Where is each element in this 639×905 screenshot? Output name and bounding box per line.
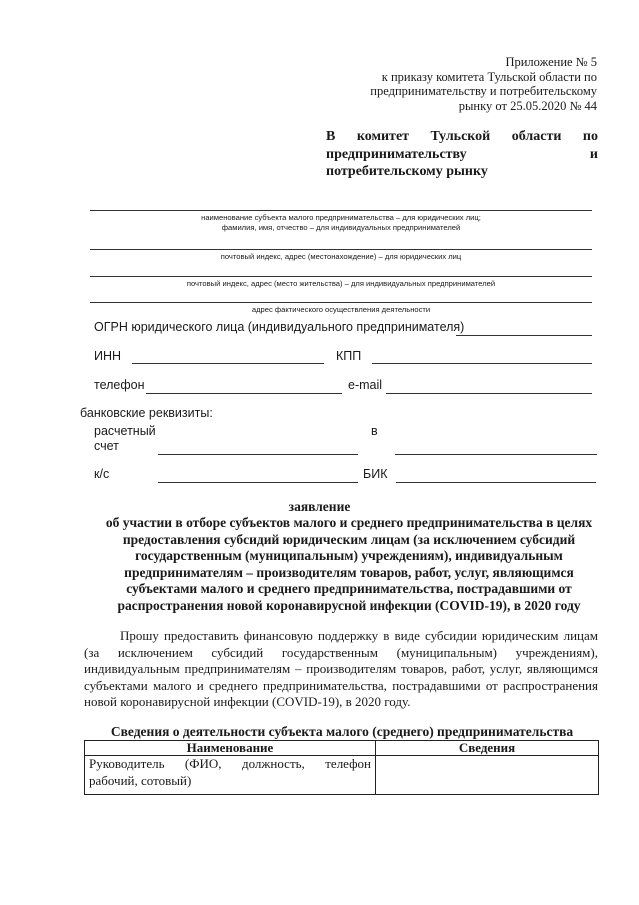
appendix-header [370, 55, 597, 113]
table-header-value: Сведения [376, 741, 599, 756]
actual-address-caption: адрес фактического осуществления деятельности [251, 305, 431, 314]
table-cell-name: Руководитель (ФИО, должность, телефон рабочий, сотовый) [85, 756, 376, 795]
addressee-line [326, 128, 598, 146]
bik-label: БИК [363, 467, 388, 481]
addressee-word: и [589, 146, 598, 162]
statement-body [84, 628, 598, 711]
caption-line: фамилия, имя, отчество – для индивидуальных предпринимателей [221, 223, 461, 232]
ogrn-label: ОГРН юридического лица (индивидуального предпринимателя) [94, 320, 465, 334]
table-row [85, 756, 599, 795]
postal-address-legal-field[interactable] [90, 249, 592, 250]
activity-info-table [84, 740, 599, 795]
statement-line: распространения новой коронавирусной инфекции (COVID-19), в 2020 году [117, 597, 581, 613]
addressee-word: В [326, 129, 336, 144]
statement-line: государственным (муниципальным) учреждениям), индивидуальным [135, 548, 563, 563]
account-label-2: счет [94, 439, 119, 453]
addressee-word: комитет [356, 129, 410, 144]
addressee-line: потребительскому рынку [326, 164, 488, 179]
addressee-word: по [582, 129, 598, 144]
postal-address-legal-caption: почтовый индекс, адрес (местонахождение) – для юридических лиц [220, 252, 462, 261]
bank-name-input[interactable] [395, 454, 597, 455]
statement-title: заявление [288, 499, 351, 514]
addressee-line [326, 146, 598, 164]
bik-input[interactable] [396, 482, 596, 483]
phone-input[interactable] [146, 393, 342, 394]
addressee-word: предпринимательству [326, 146, 467, 162]
email-label: e-mail [348, 378, 383, 392]
appendix-number: Приложение № 5 [505, 55, 597, 69]
ks-label: к/с [94, 467, 110, 481]
email-input[interactable] [386, 393, 592, 394]
account-label: расчетный [94, 424, 156, 438]
statement-line: предоставления субсидий юридическим лицам (за исключением субсидий [122, 531, 576, 547]
postal-address-ip-field[interactable] [90, 276, 592, 277]
appendix-order-line: предпринимательству и потребительскому [370, 84, 597, 98]
caption-line: наименование субъекта малого предпринимательства – для юридических лиц; [201, 213, 481, 222]
table-cell-value[interactable] [376, 756, 599, 795]
section-title: Сведения о деятельности субъекта малого (среднего) предпринимательства [110, 724, 574, 739]
actual-address-field[interactable] [90, 302, 592, 303]
ogrn-input[interactable] [456, 335, 592, 336]
applicant-name-field[interactable] [90, 210, 592, 211]
bank-details-label: банковские реквизиты: [80, 406, 213, 420]
ks-input[interactable] [158, 482, 358, 483]
table-header-name: Наименование [85, 741, 376, 756]
phone-label: телефон [94, 378, 145, 392]
appendix-order-line: к приказу комитета Тульской области по [381, 69, 597, 84]
addressee-word: области [511, 129, 562, 144]
applicant-name-caption [90, 213, 592, 233]
statement-subject [84, 515, 614, 614]
addressee-block [326, 128, 598, 181]
addressee-word: Тульской [430, 129, 491, 144]
statement-line: об участии в отборе субъектов малого и среднего предпринимательства в целях [105, 515, 593, 530]
account-input[interactable] [158, 454, 358, 455]
statement-line: субъектами малого и среднего предпринимательства, пострадавшими от [126, 581, 572, 596]
table-header-row [85, 741, 599, 756]
postal-address-ip-caption: почтовый индекс, адрес (место жительства) – для индивидуальных предпринимателей [186, 279, 496, 288]
appendix-order-date: рынку от 25.05.2020 № 44 [458, 98, 597, 113]
inn-label: ИНН [94, 349, 122, 363]
kpp-label: КПП [336, 349, 362, 363]
inn-input[interactable] [132, 363, 324, 364]
bank-in-label: в [371, 424, 378, 438]
kpp-input[interactable] [372, 363, 592, 364]
statement-body-text: Прошу предоставить финансовую поддержку в виде субсидии юридическим лицам (за исключением субсидий государственным (муниципальным) учреждениям), индивидуальным предпринимателям – производителям товаров, работ, услуг, являющимся субъектами малого и среднего предпринимательства, пострадавшими от распространения новой коронавирусной инфекции (COVID-19), в 2020 году. [84, 628, 598, 709]
statement-line: предпринимателям – производителям товаров, работ, услуг, являющимся [124, 564, 574, 580]
